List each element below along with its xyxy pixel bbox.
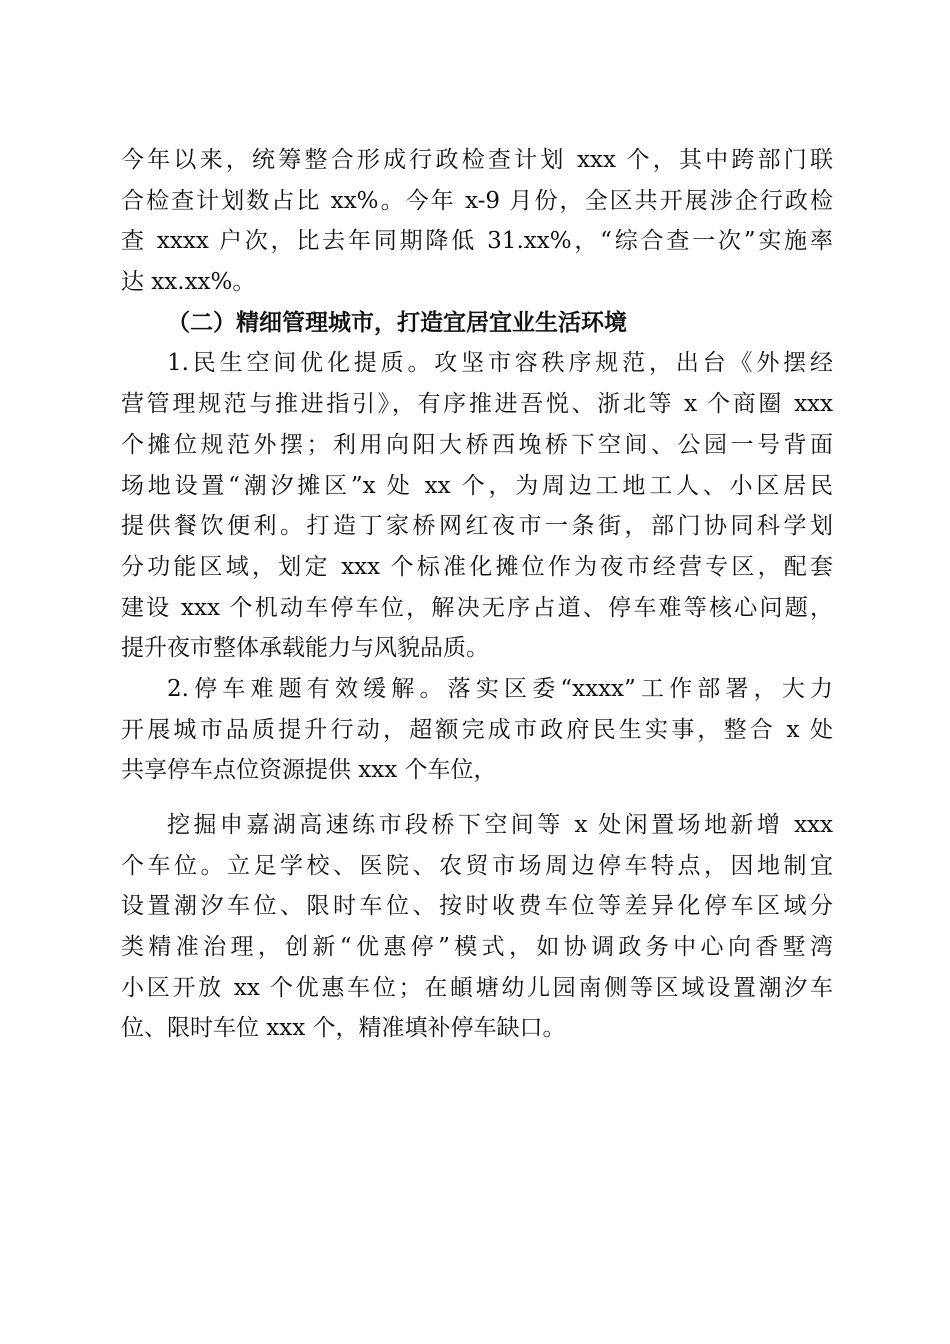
- text-line: 个摊位规范外摆；利用向阳大桥西堍桥下空间、公园一号背面: [121, 431, 833, 458]
- section-heading: （二）精细管理城市，打造宜居宜业生活环境: [167, 308, 627, 336]
- text-line: 提供餐饮便利。打造丁家桥网红夜市一条街，部门协同科学划: [121, 513, 833, 540]
- paragraph-gap: [121, 791, 833, 805]
- text-line: 挖掘申嘉湖高速练市段桥下空间等 x 处闲置场地新增 xxx: [167, 812, 833, 838]
- text-line: 类精准治理，创新“优惠停”模式，如协调政务中心向香墅湾: [121, 934, 833, 961]
- text-line: 营管理规范与推进指引》，有序推进吾悦、浙北等 x 个商圈 xxx: [121, 391, 833, 418]
- text-line: 分功能区域，划定 xxx 个标准化摊位作为夜市经营专区，配套: [121, 553, 833, 580]
- text-line: 建设 xxx 个机动车停车位，解决无序占道、停车难等核心问题，: [121, 594, 833, 621]
- text-line: 开展城市品质提升行动，超额完成市政府民生实事，整合 x 处: [121, 716, 833, 743]
- text-line: 达 xx.xx%。: [121, 269, 256, 296]
- paragraph-parking-relief: [121, 669, 833, 791]
- text-line: 个车位。立足学校、医院、农贸市场周边停车特点，因地制宜: [121, 852, 833, 879]
- document-body: [121, 140, 833, 1049]
- text-line: 设置潮汐车位、限时车位、按时收费车位等差异化停车区域分: [121, 893, 833, 920]
- text-line: 合检查计划数占比 xx%。今年 x-9 月份，全区共开展涉企行政检: [121, 187, 833, 214]
- paragraph-livelihood-space: [121, 343, 833, 669]
- text-line: 共享停车点位资源提供 xxx 个车位，: [121, 757, 497, 784]
- paragraph-idle-space: [121, 805, 833, 1049]
- text-line: 1.民生空间优化提质。攻坚市容秩序规范，出台《外摆经: [167, 350, 833, 377]
- text-line: 位、限时车位 xxx 个，精准填补停车缺口。: [121, 1015, 566, 1042]
- text-line: 查 xxxx 户次，比去年同期降低 31.xx%，“综合查一次”实施率: [121, 228, 833, 255]
- text-line: 提升夜市整体承载能力与风貌品质。: [121, 635, 489, 662]
- text-line: 小区开放 xx 个优惠车位；在頔塘幼儿园南侧等区域设置潮汐车: [121, 974, 833, 1001]
- text-line: 场地设置“潮汐摊区”x 处 xx 个，为周边工地工人、小区居民: [121, 472, 833, 499]
- text-line: 2.停车难题有效缓解。落实区委“xxxx”工作部署，大力: [167, 675, 833, 702]
- paragraph-admin-inspection: [121, 140, 833, 303]
- text-line: 今年以来，统筹整合形成行政检查计划 xxx 个，其中跨部门联: [121, 147, 833, 173]
